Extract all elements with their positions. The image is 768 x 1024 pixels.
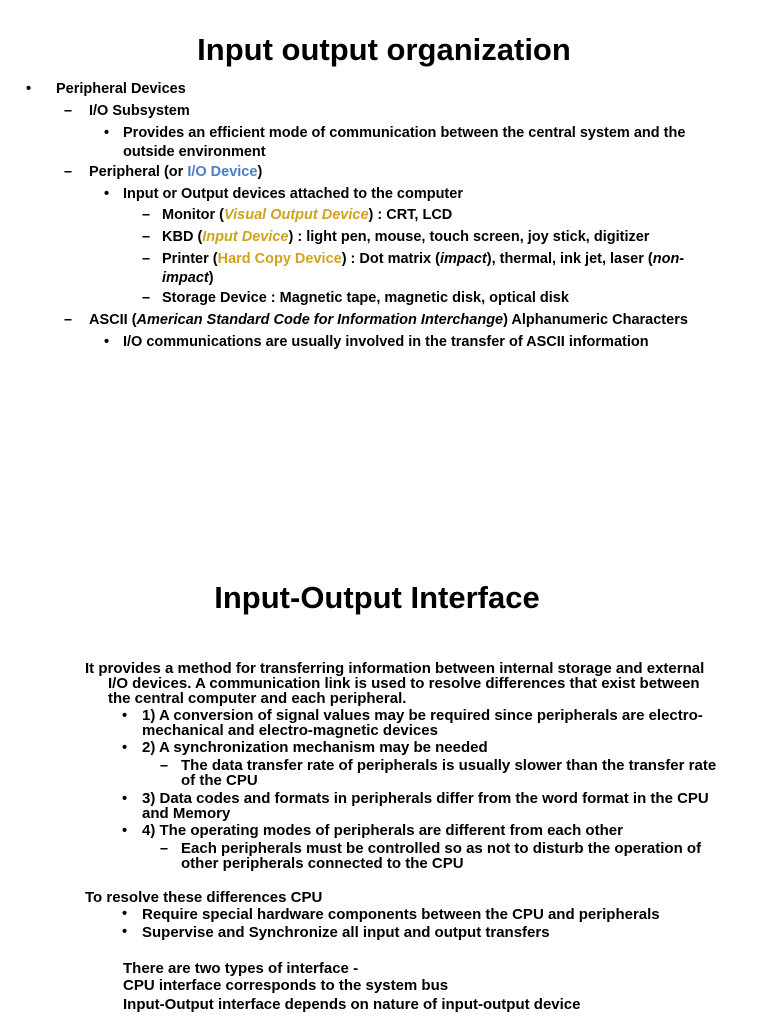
list-item-point-4: 4) The operating modes of peripherals are different from each other	[142, 822, 623, 839]
highlight-text: Visual Output Device	[224, 207, 369, 223]
list-item-resolve-2: Supervise and Synchronize all input and output transfers	[142, 924, 550, 941]
bullet-dot: •	[104, 125, 110, 141]
text-line: I/O devices. A communication link is used to resolve differences that exist between	[108, 675, 700, 692]
dash-marker: –	[142, 229, 151, 245]
text-span: ) : light pen, mouse, touch screen, joy stick, digitizer	[288, 229, 650, 245]
dash-marker: –	[64, 103, 73, 119]
list-item-io-subsystem: I/O Subsystem	[89, 103, 190, 119]
italic-text: non-	[652, 251, 685, 267]
resolve-heading: To resolve these differences CPU	[85, 889, 323, 906]
text-line: Each peripherals must be controlled so as not to disturb the operation of	[181, 840, 702, 857]
text-line: It provides a method for transferring information between internal storage and external	[85, 660, 705, 677]
list-item-monitor	[162, 207, 452, 224]
bullet-dot: •	[122, 924, 128, 940]
text-line	[162, 251, 684, 268]
text-line: The data transfer rate of peripherals is usually slower than the transfer rate	[181, 757, 717, 774]
dash-marker: –	[142, 207, 151, 223]
text-line: 3) Data codes and formats in peripherals differ from the word format in the CPU	[142, 790, 709, 807]
bullet-dot: •	[122, 708, 128, 724]
interface-types-heading: There are two types of interface -	[123, 960, 359, 977]
text-line: and Memory	[142, 805, 231, 822]
dash-marker: –	[160, 841, 169, 857]
text-span: )	[208, 270, 214, 286]
text-line: 1) A conversion of signal values may be required since peripherals are electro-	[142, 707, 703, 724]
text-line: the central computer and each peripheral.	[108, 690, 407, 707]
italic-text: impact	[439, 251, 487, 267]
text-line: of the CPU	[181, 772, 258, 789]
bullet-dot: •	[26, 81, 32, 97]
bullet-dot: •	[104, 334, 110, 350]
list-item-io-devices: Input or Output devices attached to the computer	[123, 186, 463, 202]
slide-title: Input-Output Interface	[214, 580, 540, 615]
text-span: Printer (	[162, 251, 218, 267]
list-item-kbd	[162, 229, 649, 246]
list-item-provides	[123, 125, 685, 161]
interface-type-cpu: CPU interface corresponds to the system bus	[123, 977, 449, 994]
list-item-resolve-1: Require special hardware components between the CPU and peripherals	[142, 906, 660, 923]
list-item-storage: Storage Device : Magnetic tape, magnetic disk, optical disk	[162, 290, 569, 306]
list-item-point-3	[142, 791, 709, 821]
text-span: ) Alphanumeric Characters	[503, 312, 688, 328]
bullet-dot: •	[122, 823, 128, 839]
highlight-text: Hard Copy Device	[217, 251, 342, 267]
text-line	[162, 270, 684, 287]
dash-marker: –	[64, 312, 73, 328]
bullet-dot: •	[122, 791, 128, 807]
bullet-dot: •	[122, 740, 128, 756]
list-item-point-2: 2) A synchronization mechanism may be needed	[142, 739, 488, 756]
list-item-point-2-sub	[181, 758, 716, 788]
text-line: Provides an efficient mode of communication between the central system and the	[123, 125, 686, 141]
text-line: outside environment	[123, 144, 266, 160]
highlight-text: Input Device	[202, 229, 289, 245]
dash-marker: –	[142, 290, 151, 306]
text-span: KBD (	[162, 229, 203, 245]
italic-text: American Standard Code for Information Interchange	[136, 312, 504, 328]
list-item-peripheral-devices: Peripheral Devices	[56, 81, 186, 97]
list-item-io-communications: I/O communications are usually involved in the transfer of ASCII information	[123, 334, 649, 350]
text-line: other peripherals connected to the CPU	[181, 855, 464, 872]
slide-title: Input output organization	[197, 32, 571, 67]
list-item-printer	[162, 251, 684, 287]
list-item-ascii	[89, 312, 688, 329]
bullet-dot: •	[122, 906, 128, 922]
text-span: ) : CRT, LCD	[368, 207, 453, 223]
text-span: Peripheral (or	[89, 164, 188, 180]
list-item-point-1	[142, 708, 703, 738]
italic-text: impact	[162, 270, 209, 286]
text-span: ASCII (	[89, 312, 137, 328]
bullet-dot: •	[104, 186, 110, 202]
text-span: )	[257, 164, 263, 180]
dash-marker: –	[142, 251, 151, 267]
list-item-peripheral	[89, 164, 262, 181]
text-span: ), thermal, ink jet, laser (	[486, 251, 653, 267]
text-span: ) : Dot matrix (	[341, 251, 440, 267]
interface-type-io: Input-Output interface depends on nature of input-output device	[123, 996, 581, 1013]
text-span: Monitor (	[162, 207, 225, 223]
intro-paragraph	[85, 661, 704, 706]
dash-marker: –	[160, 758, 169, 774]
dash-marker: –	[64, 164, 73, 180]
text-line: mechanical and electro-magnetic devices	[142, 722, 438, 739]
list-item-point-4-sub	[181, 841, 701, 871]
io-device-link[interactable]: I/O Device	[187, 164, 258, 180]
